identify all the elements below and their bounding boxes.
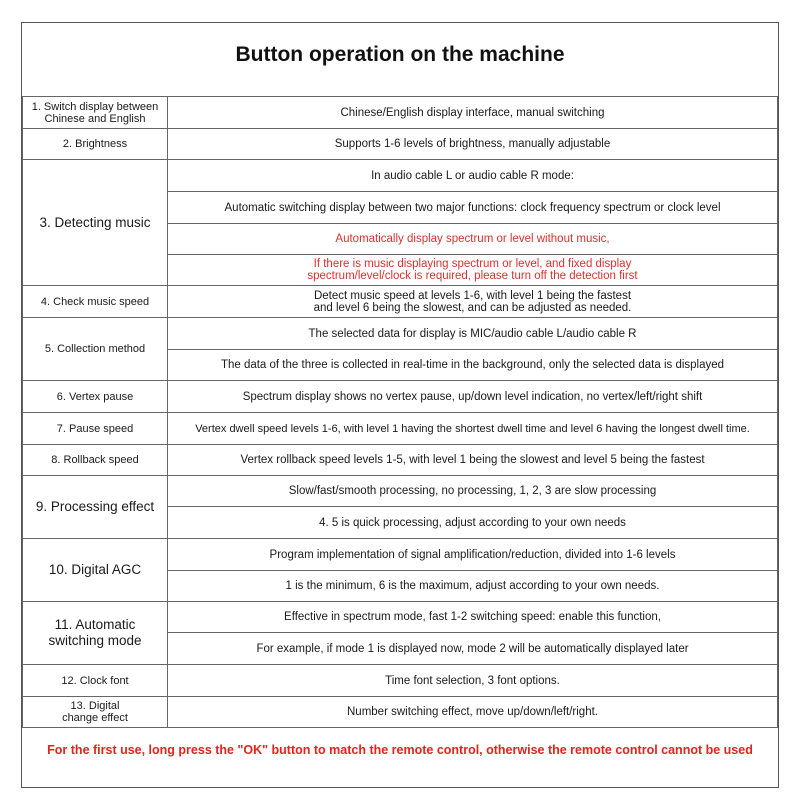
row-label: 8. Rollback speed (23, 445, 168, 476)
table-row-switch-display (23, 97, 778, 129)
row-description-warning: Automatically display spectrum or level without music, (168, 224, 778, 255)
table-row-rollback-speed (23, 445, 778, 476)
row-label: 13. Digital change effect (23, 697, 168, 728)
row-description: Effective in spectrum mode, fast 1-2 switching speed: enable this function, (168, 602, 778, 633)
table-row-vertex-pause (23, 381, 778, 413)
row-label: 4. Check music speed (23, 286, 168, 318)
row-description-warning: If there is music displaying spectrum or level, and fixed display spectrum/level/clock is required, please turn off the detection first (168, 255, 778, 286)
row-description: 1 is the minimum, 6 is the maximum, adjust according to your own needs. (168, 571, 778, 602)
row-description: Slow/fast/smooth processing, no processing, 1, 2, 3 are slow processing (168, 476, 778, 507)
table-row-processing-effect (23, 476, 778, 507)
row-label: 6. Vertex pause (23, 381, 168, 413)
row-description: Vertex rollback speed levels 1-5, with level 1 being the slowest and level 5 being the fastest (168, 445, 778, 476)
row-description: Time font selection, 3 font options. (168, 665, 778, 697)
table-row-automatic-switching (23, 602, 778, 633)
row-label: 1. Switch display between Chinese and English (23, 97, 168, 129)
row-label: 2. Brightness (23, 129, 168, 160)
row-label: 11. Automatic switching mode (23, 602, 168, 665)
row-description: In audio cable L or audio cable R mode: (168, 160, 778, 192)
row-description: Detect music speed at levels 1-6, with level 1 being the fastest and level 6 being the slowest, and can be adjusted as needed. (168, 286, 778, 318)
row-description: The selected data for display is MIC/audio cable L/audio cable R (168, 318, 778, 350)
row-label: 3. Detecting music (23, 160, 168, 286)
table-row-detecting-music (23, 160, 778, 192)
table-row-collection-method (23, 318, 778, 350)
table-row-pause-speed (23, 413, 778, 445)
row-description: The data of the three is collected in real-time in the background, only the selected data is displayed (168, 350, 778, 381)
table-row-brightness (23, 129, 778, 160)
row-description: Program implementation of signal amplification/reduction, divided into 1-6 levels (168, 539, 778, 571)
row-label: 7. Pause speed (23, 413, 168, 445)
row-label: 9. Processing effect (23, 476, 168, 539)
page-title: Button operation on the machine (235, 43, 565, 66)
row-label: 5. Collection method (23, 318, 168, 381)
button-operation-table (22, 96, 778, 728)
row-description: Automatic switching display between two major functions: clock frequency spectrum or clock level (168, 192, 778, 224)
table-row-check-music-speed (23, 286, 778, 318)
row-description: For example, if mode 1 is displayed now, mode 2 will be automatically displayed later (168, 633, 778, 665)
table-row-clock-font (23, 665, 778, 697)
row-description: Vertex dwell speed levels 1-6, with level 1 having the shortest dwell time and level 6 having the longest dwell time. (168, 413, 778, 445)
table-row-digital-change-effect (23, 697, 778, 728)
row-label: 10. Digital AGC (23, 539, 168, 602)
row-label: 12. Clock font (23, 665, 168, 697)
table-row-digital-agc (23, 539, 778, 571)
manual-frame (21, 22, 779, 788)
row-description: Chinese/English display interface, manual switching (168, 97, 778, 129)
row-description: Supports 1-6 levels of brightness, manually adjustable (168, 129, 778, 160)
row-description: Spectrum display shows no vertex pause, up/down level indication, no vertex/left/right shift (168, 381, 778, 413)
row-description: Number switching effect, move up/down/left/right. (168, 697, 778, 728)
remote-pairing-warning: For the first use, long press the "OK" button to match the remote control, otherwise the remote control cannot be used (47, 743, 753, 757)
row-description: 4. 5 is quick processing, adjust according to your own needs (168, 507, 778, 539)
